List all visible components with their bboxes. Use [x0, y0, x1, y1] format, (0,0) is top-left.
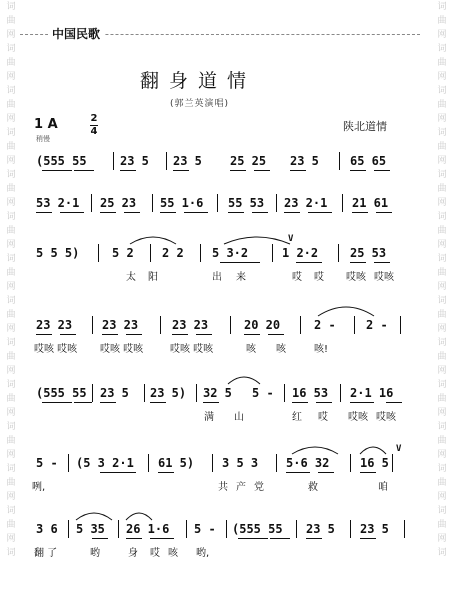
measure: 61 5) — [158, 456, 195, 470]
underline — [318, 472, 334, 473]
watermark-glyph: 词 — [437, 170, 447, 180]
barline — [98, 244, 99, 262]
measure: 23 23 — [172, 318, 209, 332]
watermark-glyph: 曲 — [6, 352, 16, 362]
song-title: 翻身道情 — [140, 70, 257, 92]
underline — [374, 262, 390, 263]
measure: 32 5 — [203, 386, 232, 400]
barline — [276, 194, 277, 212]
slur — [358, 442, 388, 456]
underline — [350, 402, 374, 403]
category-header — [20, 24, 420, 44]
barline — [92, 316, 93, 334]
measure: 5 3·2 — [212, 246, 249, 260]
slur — [222, 232, 292, 246]
measure: 25 53 — [350, 246, 387, 260]
underline — [150, 538, 174, 539]
underline — [290, 170, 306, 171]
measure: 23 2·1 — [284, 196, 328, 210]
watermark-glyph: 词 — [437, 2, 447, 12]
underline — [286, 472, 310, 473]
watermark-glyph: 网 — [437, 72, 447, 82]
watermark-glyph: 曲 — [437, 16, 447, 26]
barline — [217, 194, 218, 212]
measure: 53 2·1 — [36, 196, 80, 210]
watermark-glyph: 曲 — [6, 184, 16, 194]
underline — [92, 538, 108, 539]
underline — [268, 334, 284, 335]
watermark-glyph: 曲 — [6, 142, 16, 152]
lyric: 山 — [234, 412, 244, 423]
watermark-glyph: 网 — [6, 408, 16, 418]
measure: 16 5 — [360, 456, 389, 470]
watermark-glyph: 词 — [6, 2, 16, 12]
barline — [339, 152, 340, 170]
watermark-glyph: 曲 — [6, 310, 16, 320]
underline — [36, 334, 52, 335]
measure: 23 5 — [360, 522, 389, 536]
underline — [270, 538, 290, 539]
watermark-glyph: 词 — [6, 44, 16, 54]
barline — [68, 520, 69, 538]
measure: 20 20 — [244, 318, 281, 332]
measure: 23 5) — [150, 386, 187, 400]
measure: (5 3 2·1 — [76, 456, 134, 470]
underline — [158, 472, 174, 473]
underline — [254, 170, 270, 171]
measure: 5 - — [194, 522, 216, 536]
lyric: 哎咳 — [376, 412, 396, 423]
barline — [118, 520, 119, 538]
watermark-glyph: 词 — [437, 506, 447, 516]
measure: 23 5 — [290, 154, 319, 168]
measure: 2 - — [366, 318, 388, 332]
barline — [113, 152, 114, 170]
underline — [100, 212, 116, 213]
lyric: 哎咳 — [348, 412, 368, 423]
watermark-glyph: 词 — [437, 86, 447, 96]
time-denominator: 4 — [90, 126, 98, 137]
barline — [226, 520, 227, 538]
slur — [124, 508, 154, 522]
lyric: 哎 — [314, 272, 324, 283]
lyric: 咱 — [378, 482, 388, 493]
lyric: 满 — [204, 412, 214, 423]
watermark-glyph: 曲 — [437, 520, 447, 530]
underline — [292, 402, 308, 403]
watermark-glyph: 曲 — [437, 478, 447, 488]
watermark-glyph: 词 — [437, 338, 447, 348]
lyric: 哎咳 — [374, 272, 394, 283]
watermark-glyph: 词 — [6, 464, 16, 474]
barline — [340, 384, 341, 402]
measure: 5 - — [36, 456, 58, 470]
underline — [126, 334, 142, 335]
underline — [160, 212, 176, 213]
underline — [306, 538, 322, 539]
slur — [74, 508, 114, 522]
watermark-glyph: 网 — [437, 156, 447, 166]
barline — [91, 194, 92, 212]
lyric: 咳 — [168, 548, 178, 559]
underline — [184, 212, 208, 213]
watermark-glyph: 词 — [437, 380, 447, 390]
watermark-glyph: 词 — [6, 422, 16, 432]
underline — [360, 538, 376, 539]
underline — [74, 170, 94, 171]
lyric: 党 — [254, 482, 264, 493]
barline — [354, 316, 355, 334]
barline — [150, 244, 151, 262]
watermark-glyph: 词 — [6, 254, 16, 264]
watermark-glyph: 网 — [437, 282, 447, 292]
lyric: 咳 — [276, 344, 286, 355]
underline — [350, 262, 366, 263]
barline — [350, 520, 351, 538]
slur — [226, 372, 262, 386]
measure: 5 5 5) — [36, 246, 80, 260]
lyric: 哎咳 哎咳 — [34, 344, 78, 355]
singer-credit: (郭兰英演唱) — [170, 99, 230, 109]
measure: 25 23 — [100, 196, 137, 210]
watermark-glyph: 曲 — [437, 58, 447, 68]
watermark-glyph: 网 — [6, 492, 16, 502]
watermark-glyph: 词 — [437, 212, 447, 222]
barline — [350, 454, 351, 472]
watermark-glyph: 词 — [6, 380, 16, 390]
watermark-glyph: 网 — [6, 30, 16, 40]
measure: 5 35 — [76, 522, 105, 536]
barline — [284, 384, 285, 402]
barline — [404, 520, 405, 538]
measure: 5 2 — [112, 246, 134, 260]
lyric: 哟, — [196, 548, 210, 559]
lyric: 哟 — [90, 548, 100, 559]
watermark-glyph: 词 — [437, 548, 447, 558]
underline — [102, 334, 118, 335]
watermark-glyph: 曲 — [437, 100, 447, 110]
time-numerator: 2 — [90, 113, 98, 124]
underline — [203, 402, 219, 403]
underline — [196, 334, 212, 335]
underline — [100, 472, 136, 473]
barline — [400, 316, 401, 334]
watermark-glyph: 词 — [6, 296, 16, 306]
watermark-glyph: 网 — [6, 114, 16, 124]
underline — [36, 212, 52, 213]
watermark-glyph: 曲 — [6, 226, 16, 236]
key-signature: 1 A — [34, 117, 58, 132]
watermark-glyph: 词 — [6, 86, 16, 96]
watermark-glyph: 网 — [437, 240, 447, 250]
watermark-glyph: 曲 — [437, 268, 447, 278]
watermark-glyph: 词 — [437, 296, 447, 306]
barline — [276, 454, 277, 472]
lyric: 哎 — [150, 548, 160, 559]
lyric: 咳 — [246, 344, 256, 355]
barline — [152, 194, 153, 212]
underline — [252, 212, 268, 213]
underline — [296, 262, 322, 263]
watermark-glyph: 曲 — [6, 478, 16, 488]
breath-mark: V — [396, 444, 402, 454]
watermark-glyph: 词 — [6, 128, 16, 138]
underline — [100, 402, 116, 403]
underline — [172, 334, 188, 335]
underline — [124, 212, 140, 213]
watermark-glyph: 词 — [6, 170, 16, 180]
watermark-glyph: 网 — [437, 534, 447, 544]
barline — [68, 454, 69, 472]
watermark-glyph: 词 — [437, 422, 447, 432]
lyric: 出 — [212, 272, 222, 283]
watermark-glyph: 曲 — [437, 394, 447, 404]
watermark-glyph: 曲 — [6, 58, 16, 68]
watermark-glyph: 曲 — [6, 100, 16, 110]
measure: 3 6 — [36, 522, 58, 536]
watermark-glyph: 曲 — [437, 310, 447, 320]
measure: 23 5 — [120, 154, 149, 168]
barline — [392, 454, 393, 472]
time-signature — [90, 114, 98, 137]
lyric: 哎咳 — [346, 272, 366, 283]
measure: 2 2 — [162, 246, 184, 260]
category-label: 中国民歌 — [48, 25, 104, 42]
watermark-glyph: 网 — [437, 114, 447, 124]
tempo-mark: 稍慢 — [36, 135, 50, 143]
lyric: 身 — [128, 548, 138, 559]
barline — [186, 520, 187, 538]
lyric: 产 — [236, 482, 246, 493]
barline — [160, 316, 161, 334]
lyric: 咳! — [314, 344, 329, 355]
underline — [126, 538, 142, 539]
watermark-glyph: 词 — [6, 212, 16, 222]
measure: 5 - — [252, 386, 274, 400]
underline — [228, 212, 244, 213]
watermark-glyph: 网 — [6, 324, 16, 334]
measure: 55 53 — [228, 196, 265, 210]
barline — [230, 316, 231, 334]
lyric: 救 — [308, 482, 318, 493]
measure: 5·6 32 — [286, 456, 330, 470]
measure: 16 53 — [292, 386, 329, 400]
measure: 23 23 — [36, 318, 73, 332]
barline — [212, 454, 213, 472]
watermark-glyph: 词 — [437, 128, 447, 138]
measure: 2·1 16 — [350, 386, 394, 400]
breath-mark: V — [288, 234, 294, 244]
watermark-glyph: 词 — [437, 44, 447, 54]
measure: 23 5 — [100, 386, 129, 400]
underline — [120, 170, 136, 171]
measure: 25 25 — [230, 154, 267, 168]
lyric: 哎 — [318, 412, 328, 423]
underline — [374, 170, 390, 171]
watermark-glyph: 网 — [6, 156, 16, 166]
watermark-glyph: 曲 — [437, 352, 447, 362]
measure: 26 1·6 — [126, 522, 170, 536]
composer-credit: 陕北道情 — [343, 120, 387, 133]
watermark-glyph: 网 — [6, 72, 16, 82]
watermark-glyph: 网 — [437, 324, 447, 334]
lyric: 红 — [292, 412, 302, 423]
watermark-left — [2, 0, 20, 596]
underline — [308, 212, 332, 213]
barline — [200, 244, 201, 262]
barline — [300, 316, 301, 334]
underline — [173, 170, 189, 171]
lyric: 哎咳 哎咳 — [170, 344, 214, 355]
underline — [150, 402, 166, 403]
barline — [272, 244, 273, 262]
measure: 1 2·2 — [282, 246, 319, 260]
underline — [42, 402, 72, 403]
underline — [360, 472, 376, 473]
slur — [128, 232, 178, 246]
lyric: 太 — [126, 272, 136, 283]
watermark-glyph: 网 — [437, 408, 447, 418]
watermark-glyph: 曲 — [6, 16, 16, 26]
watermark-glyph: 曲 — [6, 520, 16, 530]
barline — [296, 520, 297, 538]
watermark-glyph: 网 — [437, 30, 447, 40]
barline — [196, 384, 197, 402]
underline — [220, 262, 260, 263]
underline — [244, 334, 260, 335]
measure: 23 5 — [306, 522, 335, 536]
lyric: 阳 — [148, 272, 158, 283]
watermark-glyph: 曲 — [6, 268, 16, 278]
measure: 2 - — [314, 318, 336, 332]
watermark-glyph: 曲 — [437, 436, 447, 446]
watermark-glyph: 词 — [6, 506, 16, 516]
slur — [290, 442, 340, 456]
measure: (555 55 — [36, 154, 87, 168]
measure: 23 23 — [102, 318, 139, 332]
underline — [230, 170, 246, 171]
watermark-glyph: 词 — [6, 338, 16, 348]
lyric: 共 — [218, 482, 228, 493]
underline — [376, 212, 392, 213]
watermark-glyph: 曲 — [6, 436, 16, 446]
watermark-glyph: 网 — [6, 534, 16, 544]
lyric: 哎 — [292, 272, 302, 283]
measure: 65 65 — [350, 154, 387, 168]
barline — [166, 152, 167, 170]
watermark-glyph: 曲 — [437, 184, 447, 194]
measure: 3 5 3 — [222, 456, 259, 470]
watermark-glyph: 网 — [437, 198, 447, 208]
slur — [316, 300, 376, 318]
watermark-glyph: 词 — [437, 254, 447, 264]
watermark-glyph: 网 — [6, 450, 16, 460]
underline — [74, 402, 92, 403]
watermark-glyph: 曲 — [437, 226, 447, 236]
measure: (555 55 — [36, 386, 87, 400]
underline — [350, 170, 366, 171]
underline — [42, 170, 72, 171]
underline — [60, 334, 76, 335]
underline — [238, 538, 268, 539]
watermark-glyph: 网 — [6, 282, 16, 292]
barline — [148, 454, 149, 472]
lyric: 来 — [236, 272, 246, 283]
watermark-glyph: 曲 — [6, 394, 16, 404]
underline — [386, 402, 402, 403]
watermark-glyph: 网 — [437, 450, 447, 460]
underline — [316, 402, 332, 403]
barline — [338, 244, 339, 262]
barline — [92, 384, 93, 402]
underline — [352, 212, 368, 213]
watermark-right — [433, 0, 451, 596]
lyric: 翻 了 — [34, 548, 58, 559]
watermark-glyph: 曲 — [437, 142, 447, 152]
watermark-glyph: 网 — [6, 240, 16, 250]
underline — [284, 212, 300, 213]
barline — [144, 384, 145, 402]
measure: 21 61 — [352, 196, 389, 210]
watermark-glyph: 网 — [437, 492, 447, 502]
barline — [342, 194, 343, 212]
watermark-glyph: 网 — [6, 366, 16, 376]
measure: (555 55 — [232, 522, 283, 536]
measure: 55 1·6 — [160, 196, 204, 210]
watermark-glyph: 词 — [6, 548, 16, 558]
watermark-glyph: 网 — [6, 198, 16, 208]
watermark-glyph: 词 — [437, 464, 447, 474]
measure: 23 5 — [173, 154, 202, 168]
lyric: 哎咳 哎咳 — [100, 344, 144, 355]
watermark-glyph: 网 — [437, 366, 447, 376]
lyric: 咧, — [32, 482, 46, 493]
underline — [60, 212, 84, 213]
